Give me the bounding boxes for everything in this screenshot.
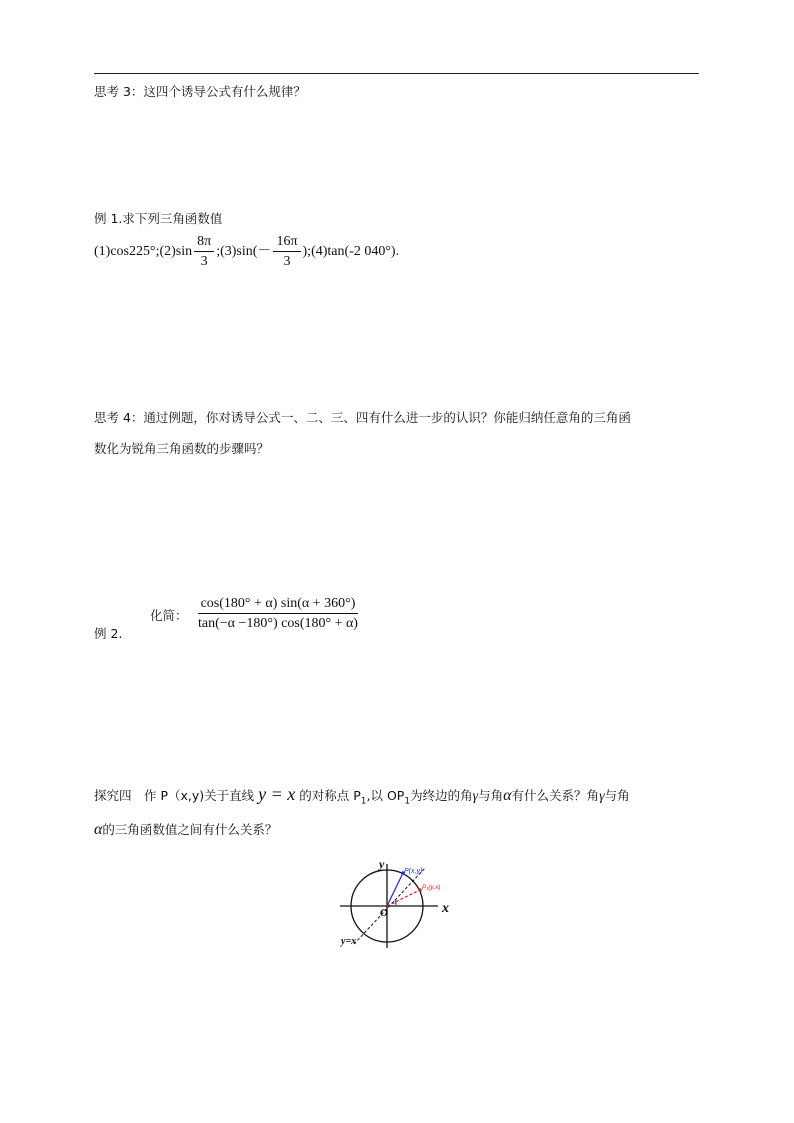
fraction-numerator: 16π xyxy=(273,234,300,252)
explore4-line1 xyxy=(94,784,630,807)
example2-expression xyxy=(193,596,363,632)
explore4-mid1: 的对称点 P xyxy=(299,788,361,803)
example2-denominator: tan(−α −180°) cos(180° + α) xyxy=(198,616,358,632)
example1-part2: ;(3)sin(－ xyxy=(216,244,272,260)
point-p-label: P(x,y) xyxy=(404,868,423,875)
unit-circle-diagram xyxy=(332,858,457,950)
fraction-8pi-3 xyxy=(194,234,214,270)
explore4-mid2: ,以 OP xyxy=(366,788,405,803)
think4-line1: 思考 4：通过例题，你对诱导公式一、二、三、四有什么进一步的认识？你能归纳任意角的三角函 xyxy=(94,410,631,425)
example2-numerator: cos(180° + α) sin(α + 360°) xyxy=(198,596,359,614)
explore4-line2 xyxy=(94,820,277,839)
fraction-denominator: 3 xyxy=(283,254,291,270)
angle-label: α xyxy=(393,898,397,906)
think4-line2: 数化为锐角三角函数的步骤吗？ xyxy=(94,441,270,456)
example2-prefix: 化简： xyxy=(150,608,188,623)
example1-part1: (1)cos225°;(2)sin xyxy=(94,244,193,260)
subscript-1: 1 xyxy=(360,796,367,807)
example1-title: 例 1.求下列三角函数值 xyxy=(94,211,223,226)
think3-question: 思考 3：这四个诱导公式有什么规律？ xyxy=(94,84,306,99)
explore4-tail2: 与角 xyxy=(604,788,630,803)
fraction-16pi-3 xyxy=(273,234,300,270)
alpha-symbol: α xyxy=(503,787,512,804)
line-equation: y = x xyxy=(258,784,296,804)
explore4-mid4: 与角 xyxy=(478,788,504,803)
explore4-line2-text: 的三角函数值之间有什么关系？ xyxy=(102,822,278,837)
subscript-1: 1 xyxy=(404,796,411,807)
fraction-denominator: 3 xyxy=(200,254,208,270)
gamma-symbol: γ xyxy=(599,789,605,804)
y-axis-label: y xyxy=(379,858,385,871)
line-label: y=x xyxy=(341,936,357,947)
explore4-head: 探究四 作 P（x,y)关于直线 xyxy=(94,788,255,803)
x-axis-label: x xyxy=(442,901,449,916)
ray-op1 xyxy=(387,890,420,906)
example2-fraction xyxy=(195,596,361,632)
example2-label: 例 2. xyxy=(94,626,123,641)
fraction-numerator: 8π xyxy=(194,234,214,252)
origin-label: O xyxy=(380,907,388,919)
gamma-symbol: γ xyxy=(472,789,479,804)
example1-part3: );(4)tan(-2 040°). xyxy=(302,244,400,260)
header-rule xyxy=(94,73,699,74)
example1-expressions xyxy=(94,234,399,270)
point-p1-label: P₁(y,x) xyxy=(422,884,441,891)
explore4-mid3: 为终边的角 xyxy=(410,788,473,803)
explore4-tail: 有什么关系？角 xyxy=(511,788,600,803)
alpha-symbol: α xyxy=(94,821,103,838)
